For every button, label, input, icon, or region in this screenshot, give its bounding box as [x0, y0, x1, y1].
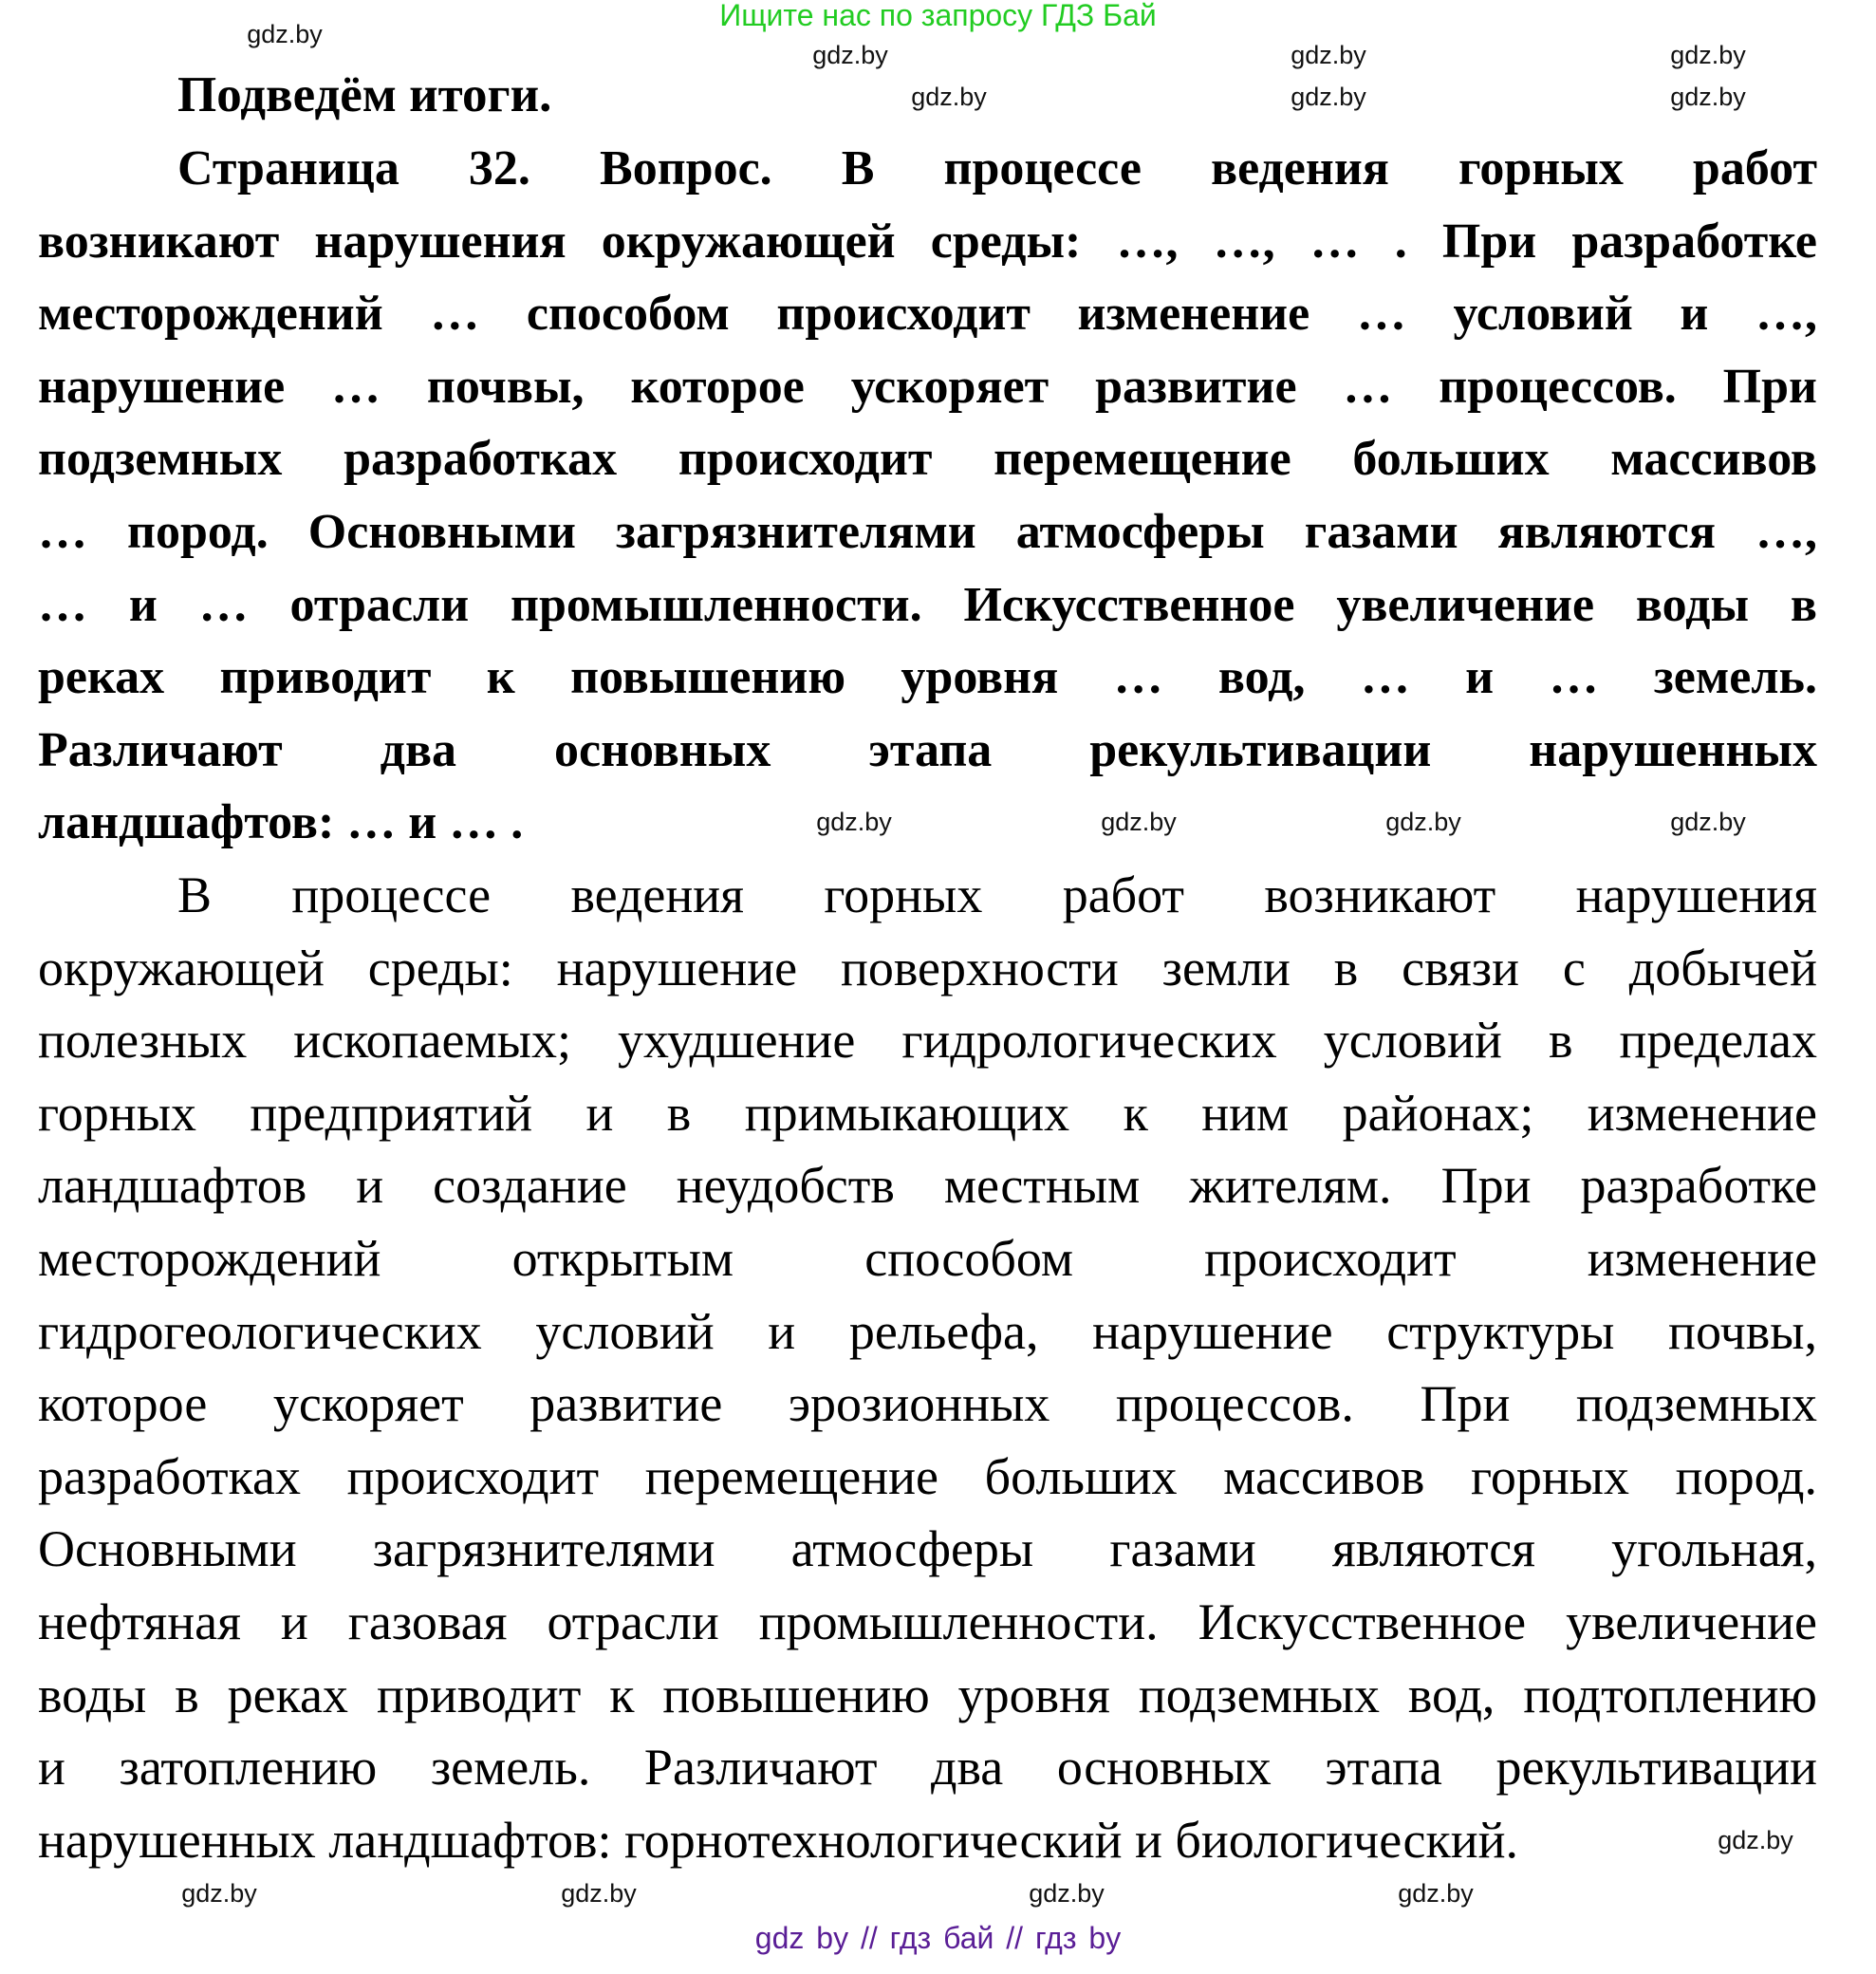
watermark-text: gdz.by	[1101, 808, 1177, 836]
question-line: подземных разработках происходит перемещение больших массивов	[38, 432, 1817, 487]
answer-line: и затоплению земель. Различают два основных этапа рекультивации	[38, 1739, 1817, 1797]
watermark-text: gdz.by	[1670, 41, 1746, 69]
section-heading: Подведём итоги.	[177, 67, 552, 122]
watermark-text: gdz.by	[1670, 808, 1746, 836]
answer-line: нефтяная и газовая отрасли промышленности. Искусственное увеличение	[38, 1593, 1817, 1650]
watermark-text: gdz.by	[1029, 1879, 1105, 1908]
answer-line: ландшафтов и создание неудобств местным жителям. При разработке	[38, 1157, 1817, 1215]
watermark-text: gdz.by	[1398, 1879, 1474, 1908]
watermark-text: gdz.by	[1291, 83, 1366, 111]
question-line: … и … отрасли промышленности. Искусственное увеличение воды в	[38, 577, 1817, 632]
watermark-text: gdz.by	[1291, 41, 1366, 69]
answer-line: разработках происходит перемещение больших массивов горных пород.	[38, 1447, 1817, 1505]
watermark-text: gdz.by	[1670, 83, 1746, 111]
question-line: реках приводит к повышению уровня … вод, … и … земель.	[38, 650, 1817, 705]
answer-line: гидрогеологических условий и рельефа, нарушение структуры почвы,	[38, 1302, 1817, 1360]
answer-line: Основными загрязнителями атмосферы газами являются угольная,	[38, 1520, 1817, 1578]
search-promo-banner[interactable]: Ищите нас по запросу ГДЗ Бай	[719, 0, 1157, 32]
answer-line: которое ускоряет развитие эрозионных процессов. При подземных	[38, 1375, 1817, 1433]
question-line: месторождений … способом происходит изменение … условий и …,	[38, 287, 1817, 342]
watermark-text: gdz.by	[816, 808, 892, 836]
watermark-text: gdz.by	[181, 1879, 257, 1908]
watermark-text: gdz.by	[911, 83, 987, 111]
answer-line: полезных ископаемых; ухудшение гидрологических условий в пределах	[38, 1012, 1817, 1070]
watermark-text: gdz.by	[1385, 808, 1461, 836]
answer-line: воды в реках приводит к повышению уровня подземных вод, подтоплению	[38, 1666, 1817, 1723]
question-line: возникают нарушения окружающей среды: …, …, … . При разработке	[38, 214, 1817, 269]
answer-line: В процессе ведения горных работ возникают нарушения	[177, 866, 1817, 923]
question-line: Страница 32. Вопрос. В процессе ведения горных работ	[177, 141, 1817, 196]
watermark-text: gdz.by	[561, 1879, 637, 1908]
footer-site-links[interactable]: gdz by // гдз бай // гдз by	[754, 1921, 1122, 1955]
question-line: Различают два основных этапа рекультивации нарушенных	[38, 722, 1817, 777]
question-line: … пород. Основными загрязнителями атмосферы газами являются …,	[38, 505, 1817, 559]
question-line: ландшафтов: … и … .	[38, 795, 524, 850]
answer-line: месторождений открытым способом происходит изменение	[38, 1230, 1817, 1287]
question-line: нарушение … почвы, которое ускоряет развитие … процессов. При	[38, 359, 1817, 414]
answer-line: окружающей среды: нарушение поверхности земли в связи с добычей	[38, 939, 1817, 996]
answer-line: нарушенных ландшафтов: горнотехнологический и биологический.	[38, 1811, 1519, 1869]
answer-line: горных предприятий и в примыкающих к ним районах; изменение	[38, 1084, 1817, 1142]
watermark-text: gdz.by	[812, 41, 888, 69]
watermark-text: gdz.by	[1718, 1826, 1793, 1854]
watermark-text: gdz.by	[247, 20, 323, 48]
